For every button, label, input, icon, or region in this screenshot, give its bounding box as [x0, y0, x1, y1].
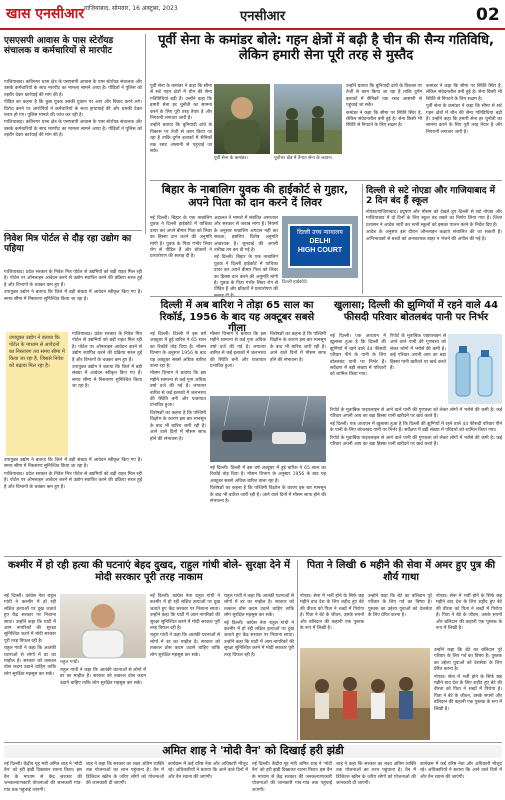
headline-amit-shah-story: अमित शाह ने 'मोदी वैन' को दिखाई हरी झंडी — [4, 745, 502, 758]
article-body-slum-story-3: रिपोर्ट के मुताबिक पाइपलाइन से आने वाले पानी की गुणवत्ता को लेकर लोगों में भरोसे की कमी है। कई परिवार अपनी आय का बड़ा हिस्सा पानी खरीदने पर खर्च करते हैं। नई दिल्ली। एक अध्ययन में खुलासा हुआ है कि दिल्ली की झुग्गियों में रहने वाले 44 फीसदी परिवार पीने के पानी के लिए बोतलबंद पानी पर निर्भर हैं। सर्वेक्षण में बड़ी संख्या में परिवारों को शामिल किया गया। रिपोर्ट के मुताबिक पाइपलाइन से आने वाले पानी की गुणवत्ता को लेकर लोगों में भरोसे की कमी है। कई परिवार अपनी आय का बड़ा हिस्सा पानी खरीदने पर खर्च करते हैं। — [330, 408, 502, 448]
headline-bihar-story: बिहार के नाबालिग युवक की हाईकोर्ट से गुहार, अपने पिता को दान करने दें लिवर — [161, 183, 349, 209]
article-body-rain-story-2: मौसम विभाग ने बताया कि इस महीने सामान्य से कई गुना अधिक वर्षा दर्ज की गई है। लगातार बारिश से कई इलाकों में जलभराव की स्थिति बनी और यातायात प्रभावित हुआ। — [210, 332, 266, 370]
article-body-father-story-4: उन्होंने कहा कि बेटे का बलिदान पूरे परिवार के लिए गर्व का विषय है। पुस्तक का उद्देश्य युवाओं को देशसेवा के लिए प्रेरित करना है। नोएडा। सेना में भर्ती होने के सिर्फ छह महीने बाद देश के लिए शहीद हुए बेटे की वीरता को पिता ने शब्दों में पिरोया है। पिता ने बेटे के जीवन, उसके सपनों और बलिदान की कहानी एक पुस्तक के रूप में लिखी है। — [434, 648, 503, 712]
speaker-silhouette-icon — [60, 594, 146, 658]
water-bottle-icon — [448, 334, 502, 404]
army-soldiers-photo — [274, 84, 342, 154]
article-body-slum-story-2: रिपोर्ट के मुताबिक पाइपलाइन से आने वाले पानी की गुणवत्ता को लेकर लोगों में भरोसे की कमी है। कई परिवार अपनी आय का बड़ा हिस्सा पानी खरीदने पर खर्च करते हैं। — [390, 334, 446, 372]
article-body-portal-story-tail: उपायुक्त उद्योग ने बताया कि जिले में बड़ी संख्या में आवेदन स्वीकृत किए गए हैं। समय सीमा में निस्तारण सुनिश्चित किया जा रहा है। गाजियाबाद। प्रदेश सरकार के निवेश मित्र पोर्टल से उद्यमियों को बड़ी राहत मिल रही है। पोर्टल पर ऑनलाइन आवेदन करने से उद्योग स्थापित करने की प्रक्रिया सरल हुई है और विभागों के चक्कर कम हुए हैं। — [4, 458, 142, 490]
army-commander-photo — [214, 84, 270, 154]
headline-school-story: दिल्ली से सटे नोएडा और गाजियाबाद में 2 दिन बंद हैं स्कूल — [366, 186, 496, 207]
dateline: गाजियाबाद, सोमवार, 16 अक्टूबर, 2023 — [84, 5, 178, 12]
article-body-army-story-3: कमांडर ने कहा कि सीमा पर स्थिति स्थिर है, लेकिन संवेदनशील बनी हुई है। सेना किसी भी स्थिति से निपटने के लिए सक्षम है। पूर्वी सेना के कमांडर ने कहा कि सीमा से सटे गहन क्षेत्रों में चीन की सैन्य गतिविधियां बढ़ी हैं। उन्होंने कहा कि हमारी सेना हर चुनौती का सामना करने के लिए पूरी तरह तैयार है और निगरानी लगातार जारी है। — [426, 84, 502, 135]
article-body-father-story-1: नोएडा। सेना में भर्ती होने के सिर्फ छह महीने बाद देश के लिए शहीद हुए बेटे की वीरता को पिता ने शब्दों में पिरोया है। पिता ने बेटे के जीवन, उसके सपनों और बलिदान की कहानी एक पुस्तक के रूप में लिखी है। — [300, 594, 364, 632]
article-body-school-story: नोएडा/गाजियाबाद। प्रदूषण और मौसम को देखते हुए दिल्ली से सटे नोएडा और गाजियाबाद में दो दिनों के लिए स्कूल बंद रखने का निर्णय लिया गया है। जिला प्रशासन ने आदेश जारी कर सभी स्कूलों को इसका पालन करने के निर्देश दिए हैं। आदेश के अनुसार इस दौरान ऑनलाइन कक्षाएं संचालित की जा सकती हैं। अभिभावकों से बच्चों को अनावश्यक बाहर न भेजने की अपील की गई है। — [366, 210, 502, 242]
article-body-amit-story-5: शाह ने कहा कि सरकार का लक्ष्य अंतिम व्यक्ति तक योजनाओं का लाभ पहुंचाना है। वैन में डिजिटल स्क्रीन के जरिए लोगों को योजनाओं की जानकारी दी जाएगी। — [336, 762, 416, 787]
newspaper-logo: खास एनसीआर — [6, 6, 85, 22]
article-body-bihar-story-1: नई दिल्ली। बिहार के एक नाबालिग युवक ने दिल्ली हाईकोर्ट में याचिका दायर कर अपने बीमार पिता को लिवर का हिस्सा दान करने की अनुमति मांगी है। युवक के पिता गंभीर लिवर रोग से पीड़ित हैं और डॉक्टरों ने प्रत्यारोपण की सलाह दी है। — [150, 216, 212, 260]
vertical-divider — [362, 184, 363, 294]
article-body-steroid-story: गाजियाबाद। कविनगर थाना क्षेत्र के एसएसपी आवास के पास स्टेरॉयड संचालक और उसके कर्मचारियों के साथ मारपीट का मामला सामने आया है। पीड़ितों ने पुलिस को तहरीर देकर कार्रवाई की मांग की है। पीड़ित का कहना है कि कुछ युवक उसकी दुकान पर आए और विवाद करने लगे। विरोध करने पर आरोपियों ने कर्मचारियों के साथ हाथापाई की और धमकी देकर फरार हो गए। पुलिस मामले की जांच कर रही है। गाजियाबाद। कविनगर थाना क्षेत्र के एसएसपी आवास के पास स्टेरॉयड संचालक और उसके कर्मचारियों के साथ मारपीट का मामला सामने आया है। पीड़ितों ने पुलिस को तहरीर देकर कार्रवाई की मांग की है। — [4, 80, 142, 139]
article-body-kashmir-story-4: राहुल गांधी ने कहा कि आतंकी घटनाओं से लोगों में डर का माहौल है। सरकार को तत्काल ठोस कदम उठाने चाहिए ताकि लोग सुरक्षित महसूस कर सकें। नई दिल्ली। कांग्रेस नेता राहुल गांधी ने कश्मीर में हो रही लक्षित हत्याओं पर दुख जताते हुए केंद्र सरकार पर निशाना साधा। उन्होंने कहा कि घाटी में आम नागरिकों की सुरक्षा सुनिश्चित करने में मोदी सरकार पूरी तरह विफल रही है। — [224, 594, 294, 658]
commander-silhouette-icon — [214, 84, 270, 154]
article-body-army-story-1: पूर्वी सेना के कमांडर ने कहा कि सीमा से सटे गहन क्षेत्रों में चीन की सैन्य गतिविधियां बढ़ी हैं। उन्होंने कहा कि हमारी सेना हर चुनौती का सामना करने के लिए पूरी तरह तैयार है और निगरानी लगातार जारी है। उन्होंने बताया कि बुनियादी ढांचे के विकास पर तेजी से काम किया जा रहा है ताकि दुर्गम इलाकों में सैनिकों तक रसद आसानी से पहुंचाई जा सके। — [150, 84, 212, 155]
divider — [4, 742, 502, 743]
sign-english-text: DELHI HIGH COURT — [297, 238, 343, 254]
cars-in-rain-icon — [210, 396, 326, 462]
article-body-amit-story-3: कार्यक्रम में कई वरिष्ठ नेता और अधिकारी मौजूद रहे। अधिकारियों ने बताया कि आने वाले दिनों में और वैन रवाना की जाएंगी। — [168, 762, 248, 780]
article-body-amit-story-4: नई दिल्ली। केंद्रीय गृह मंत्री अमित शाह ने 'मोदी वैन' को हरी झंडी दिखाकर रवाना किया। इस वैन के माध्यम से केंद्र सरकार की जनकल्याणकारी योजनाओं की जानकारी गांव-गांव तक पहुंचाई जाएगी। — [252, 762, 332, 793]
page-number: 02 — [476, 5, 500, 25]
headline-rain-story: दिल्ली में अब बारिश ने तोड़ा 65 साल का रिकॉर्ड, 1956 के बाद यह अक्टूबर सबसे गीला — [159, 300, 315, 334]
headline-slum-story: खुलासा; दिल्ली की झुग्गियों में रहने वाले 44 फीसदी परिवार बोतलबंद पानी पर निर्भर — [333, 300, 499, 323]
article-body-kashmir-story-1: नई दिल्ली। कांग्रेस नेता राहुल गांधी ने कश्मीर में हो रही लक्षित हत्याओं पर दुख जताते हुए केंद्र सरकार पर निशाना साधा। उन्होंने कहा कि घाटी में आम नागरिकों की सुरक्षा सुनिश्चित करने में मोदी सरकार पूरी तरह विफल रही है। राहुल गांधी ने कहा कि आतंकी घटनाओं से लोगों में डर का माहौल है। सरकार को तत्काल ठोस कदम उठाने चाहिए ताकि लोग सुरक्षित महसूस कर सकें। — [4, 594, 56, 677]
article-body-kashmir-story-3: नई दिल्ली। कांग्रेस नेता राहुल गांधी ने कश्मीर में हो रही लक्षित हत्याओं पर दुख जताते हुए केंद्र सरकार पर निशाना साधा। उन्होंने कहा कि घाटी में आम नागरिकों की सुरक्षा सुनिश्चित करने में मोदी सरकार पूरी तरह विफल रही है। राहुल गांधी ने कहा कि आतंकी घटनाओं से लोगों में डर का माहौल है। सरकार को तत्काल ठोस कदम उठाने चाहिए ताकि लोग सुरक्षित महसूस कर सकें। — [150, 594, 220, 658]
high-court-sign-photo — [282, 216, 358, 278]
article-body-portal-story: गाजियाबाद। प्रदेश सरकार के निवेश मित्र पोर्टल से उद्यमियों को बड़ी राहत मिल रही है। पोर्टल पर ऑनलाइन आवेदन करने से उद्योग स्थापित करने की प्रक्रिया सरल हुई है और विभागों के चक्कर कम हुए हैं। उपायुक्त उद्योग ने बताया कि जिले में बड़ी संख्या में आवेदन स्वीकृत किए गए हैं। समय सीमा में निस्तारण सुनिश्चित किया जा रहा है। — [4, 270, 142, 302]
article-body-father-story-2: उन्होंने कहा कि बेटे का बलिदान पूरे परिवार के लिए गर्व का विषय है। पुस्तक का उद्देश्य युवाओं को देशसेवा के लिए प्रेरित करना है। — [368, 594, 432, 619]
article-body-bihar-story-2: अदालत ने मामले में संबंधित अस्पताल और सरकार से जवाब मांगा है। नियमों के अनुसार नाबालिग अंगदान नहीं कर सकता, इसलिए विशेष अनुमति आवश्यक है। सुनवाई की अगली तारीख तय कर दी गई है। नई दिल्ली। बिहार के एक नाबालिग युवक ने दिल्ली हाईकोर्ट में याचिका दायर कर अपने बीमार पिता को लिवर का हिस्सा दान करने की अनुमति मांगी है। युवक के पिता गंभीर लिवर रोग से पीड़ित हैं और डॉक्टरों ने प्रत्यारोपण की — [214, 216, 278, 293]
divider — [150, 296, 502, 297]
headline-father-story: पिता ने लिखी 6 महीने की सेवा में अमर हुए पुत्र की शौर्य गाथा — [306, 560, 496, 583]
divider — [4, 556, 502, 557]
article-body-amit-story-2: शाह ने कहा कि सरकार का लक्ष्य अंतिम व्यक्ति तक योजनाओं का लाभ पहुंचाना है। वैन में डिजिटल स्क्रीन के जरिए लोगों को योजनाओं की जानकारी दी जाएगी। — [86, 762, 164, 787]
article-body-rain-story-4: नई दिल्ली। दिल्ली में इस वर्ष अक्टूबर में हुई बारिश ने 65 साल का रिकॉर्ड तोड़ दिया है। मौसम विभाग के अनुसार 1956 के बाद यह अक्टूबर सबसे अधिक बारिश वाला रहा है। विशेषज्ञों का कहना है कि पश्चिमी विक्षोभ के कारण इस बार मानसून के बाद भी बारिश जारी रही है। आने वाले दिनों में मौसम साफ होने की संभावना है। — [210, 466, 326, 505]
article-body-amit-story-1: नई दिल्ली। केंद्रीय गृह मंत्री अमित शाह ने 'मोदी वैन' को हरी झंडी दिखाकर रवाना किया। इस वैन के माध्यम से केंद्र सरकार की जनकल्याणकारी योजनाओं की जानकारी गांव-गांव तक पहुंचाई जाएगी। — [4, 762, 82, 793]
article-body-portal-story-cont: गाजियाबाद। प्रदेश सरकार के निवेश मित्र पोर्टल से उद्यमियों को बड़ी राहत मिल रही है। पोर्टल पर ऑनलाइन आवेदन करने से उद्योग स्थापित करने की प्रक्रिया सरल हुई है और विभागों के चक्कर कम हुए हैं। उपायुक्त उद्योग ने बताया कि जिले में बड़ी संख्या में आवेदन स्वीकृत किए गए हैं। समय सीमा में निस्तारण सुनिश्चित किया जा रहा है। — [72, 332, 142, 390]
photo-caption-rahul: राहुल गांधी। — [60, 660, 80, 665]
article-body-rain-story-1: नई दिल्ली। दिल्ली में इस वर्ष अक्टूबर में हुई बारिश ने 65 साल का रिकॉर्ड तोड़ दिया है। मौसम विभाग के अनुसार 1956 के बाद यह अक्टूबर सबसे अधिक बारिश वाला रहा है। मौसम विभाग ने बताया कि इस महीने सामान्य से कई गुना अधिक वर्षा दर्ज की गई है। लगातार बारिश से कई इलाकों में जलभराव की स्थिति बनी और यातायात प्रभावित हुआ। विशेषज्ञों का कहना है कि पश्चिमी विक्षोभ के कारण इस बार मानसून के बाद भी बारिश जारी रही है। आने वाले दिनों में मौसम साफ होने की संभावना है। — [150, 332, 206, 442]
headline-portal-story: निवेश मित्र पोर्टल से दौड़ रहा उद्योग का पहिया — [4, 234, 132, 255]
article-body-kashmir-story-2: राहुल गांधी ने कहा कि आतंकी घटनाओं से लोगों में डर का माहौल है। सरकार को तत्काल ठोस कदम उठाने चाहिए ताकि लोग सुरक्षित महसूस कर सकें। — [60, 668, 146, 686]
headline-kashmir-story: कश्मीर में हो रही हत्या की घटनाएं बेहद दुखद, राहुल गांधी बोले- सुरक्षा देने में मोदी सरकार पूरी तरह नाकाम — [7, 560, 291, 583]
pullquote-box — [6, 332, 68, 456]
water-bottles-photo — [448, 334, 502, 404]
photo-caption-soldiers: पूर्वोत्तर क्षेत्र में तैनात सेना के जवान। — [274, 156, 333, 161]
article-body-army-story-2: उन्होंने बताया कि बुनियादी ढांचे के विकास पर तेजी से काम किया जा रहा है ताकि दुर्गम इलाकों में सैनिकों तक रसद आसानी से पहुंचाई जा सके। कमांडर ने कहा कि सीमा पर स्थिति स्थिर है, लेकिन संवेदनशील बनी हुई है। सेना किसी भी स्थिति से निपटने के लिए सक्षम है। — [346, 84, 422, 129]
headline-steroid-story: एसएसपी आवास के पास स्टेरॉयड संचालक व कर्मचारियों से मारपीट — [4, 36, 114, 57]
pullquote-text: उपायुक्त उद्योग ने बताया कि पोर्टल के माध्यम से आवेदनों का निस्तारण तय समय सीमा में किया जा रहा है, जिससे निवेश को बढ़ावा मिल रहा है। — [9, 335, 65, 369]
article-body-amit-story-6: कार्यक्रम में कई वरिष्ठ नेता और अधिकारी मौजूद रहे। अधिकारियों ने बताया कि आने वाले दिनों में और वैन रवाना की जाएंगी। — [420, 762, 502, 780]
soldiers-icon — [274, 84, 342, 154]
divider — [150, 180, 502, 181]
divider — [4, 230, 142, 231]
high-court-sign — [288, 224, 352, 268]
rain-flooded-street-photo — [210, 396, 326, 462]
article-body-slum-story-1: नई दिल्ली। एक अध्ययन में खुलासा हुआ है कि दिल्ली की झुग्गियों में रहने वाले 44 फीसदी परिवार पीने के पानी के लिए बोतलबंद पानी पर निर्भर हैं। सर्वेक्षण में बड़ी संख्या में परिवारों को शामिल किया गया। — [330, 334, 386, 378]
group-of-people-icon — [300, 648, 430, 740]
headline-army-story: पूर्वी सेना के कमांडर बोले: गहन क्षेत्रों में बढ़ी है चीन की सैन्य गतिविधि, लेकिन हमारी सेना पूरी तरह से मुस्तैद — [158, 33, 494, 63]
book-launch-photo — [300, 648, 430, 740]
rahul-gandhi-photo — [60, 594, 146, 658]
vertical-divider — [145, 34, 146, 234]
photo-caption-high-court: दिल्ली हाईकोर्ट। — [282, 280, 308, 285]
article-body-father-story-3: नोएडा। सेना में भर्ती होने के सिर्फ छह महीने बाद देश के लिए शहीद हुए बेटे की वीरता को पिता ने शब्दों में पिरोया है। पिता ने बेटे के जीवन, उसके सपनों और बलिदान की कहानी एक पुस्तक के रूप में लिखी है। — [436, 594, 502, 632]
vertical-divider — [297, 560, 298, 740]
article-body-rain-story-3: विशेषज्ञों का कहना है कि पश्चिमी विक्षोभ के कारण इस बार मानसून के बाद भी बारिश जारी रही है। आने वाले दिनों में मौसम साफ होने की संभावना है। — [270, 332, 326, 363]
photo-caption-commander: पूर्वी सेना के कमांडर। — [214, 156, 248, 161]
section-title: एनसीआर — [240, 9, 286, 24]
sign-hindi-text: दिल्ली उच्च न्यायालय — [297, 229, 343, 236]
masthead — [0, 0, 505, 30]
